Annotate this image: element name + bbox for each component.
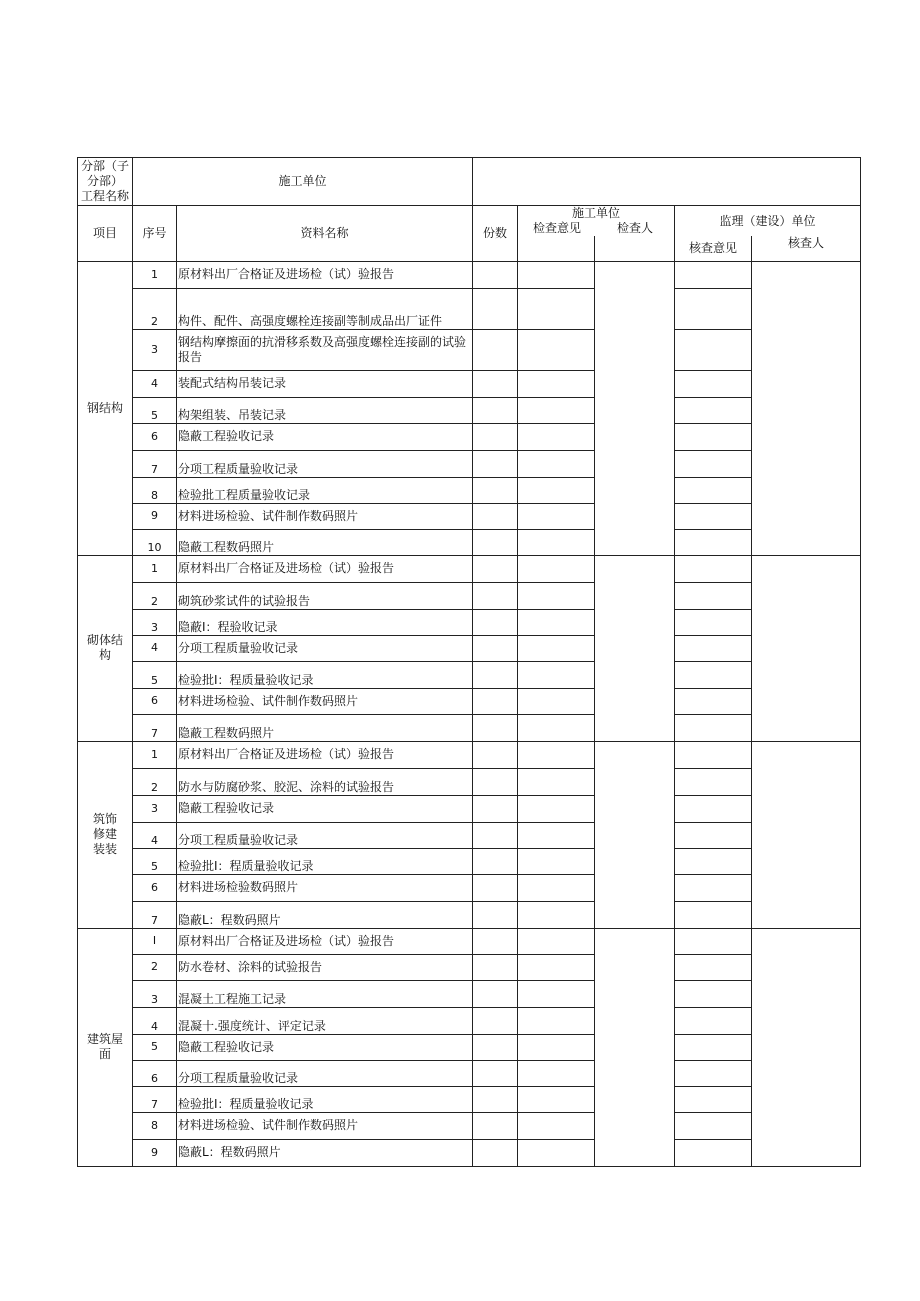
row-seq: 6 — [133, 874, 177, 901]
col-doc-name-header: 资料名称 — [177, 206, 473, 262]
check-opinion-cell[interactable] — [518, 529, 595, 555]
row-doc-name: 分项工程质量验收记录 — [177, 450, 473, 477]
checker-cell[interactable] — [595, 928, 675, 1166]
copies-cell[interactable] — [473, 423, 518, 450]
copies-cell[interactable] — [473, 795, 518, 822]
row-seq: 3 — [133, 795, 177, 822]
verify-opinion-cell[interactable] — [675, 450, 752, 477]
copies-cell[interactable] — [473, 555, 518, 582]
verify-opinion-cell[interactable] — [675, 661, 752, 688]
checker-cell[interactable] — [595, 555, 675, 741]
verify-opinion-cell[interactable] — [675, 822, 752, 848]
copies-cell[interactable] — [473, 288, 518, 329]
verify-opinion-cell[interactable] — [675, 714, 752, 741]
row-doc-name: 分项工程质量验收记录 — [177, 1060, 473, 1086]
copies-cell[interactable] — [473, 477, 518, 503]
table-row — [78, 741, 861, 768]
table-row — [78, 980, 861, 1007]
check-opinion-cell[interactable] — [518, 661, 595, 688]
copies-cell[interactable] — [473, 768, 518, 795]
row-seq: 7 — [133, 901, 177, 928]
row-seq: 7 — [133, 714, 177, 741]
copies-cell[interactable] — [473, 688, 518, 714]
row-doc-name: 材料进场检验、试件制作数码照片 — [177, 503, 473, 529]
row-seq: 5 — [133, 397, 177, 423]
copies-cell[interactable] — [473, 1139, 518, 1166]
row-seq: 6 — [133, 688, 177, 714]
row-doc-name: 钢结构摩擦面的抗滑移系数及高强度螺栓连接副的试验报告 — [177, 329, 473, 370]
table-row — [78, 1060, 861, 1086]
project-name-label: 分部（子分部） 工程名称 — [78, 158, 133, 206]
check-opinion-cell[interactable] — [518, 954, 595, 980]
supervision-unit-header: 监理（建设）单位 — [675, 206, 861, 237]
section-name: 建筑屋面 — [78, 928, 133, 1166]
copies-cell[interactable] — [473, 397, 518, 423]
copies-cell[interactable] — [473, 609, 518, 635]
row-seq: 2 — [133, 954, 177, 980]
table-row — [78, 529, 861, 555]
table-row — [78, 582, 861, 609]
verify-opinion-cell[interactable] — [675, 1007, 752, 1034]
copies-cell[interactable] — [473, 503, 518, 529]
table-row — [78, 848, 861, 874]
verify-opinion-cell[interactable] — [675, 688, 752, 714]
check-opinion-cell[interactable] — [518, 555, 595, 582]
check-opinion-header: 检查意见 — [533, 221, 582, 235]
row-seq: 4 — [133, 822, 177, 848]
copies-cell[interactable] — [473, 1112, 518, 1139]
table-row — [78, 795, 861, 822]
table-row — [78, 874, 861, 901]
row-seq: 4 — [133, 370, 177, 397]
col-seq-header: 序号 — [133, 206, 177, 262]
row-doc-name: 隐蔽L：程数码照片 — [177, 901, 473, 928]
row-doc-name: 检验批I：程质量验收记录 — [177, 848, 473, 874]
check-opinion-cell[interactable] — [518, 741, 595, 768]
check-opinion-cell[interactable] — [518, 822, 595, 848]
row-seq: 5 — [133, 661, 177, 688]
check-opinion-cell[interactable] — [518, 1007, 595, 1034]
row-doc-name: 材料进场检验、试件制作数码照片 — [177, 688, 473, 714]
table-row — [78, 822, 861, 848]
row-doc-name: 隐蔽工程数码照片 — [177, 529, 473, 555]
copies-cell[interactable] — [473, 741, 518, 768]
verify-opinion-cell[interactable] — [675, 370, 752, 397]
table-row — [78, 288, 861, 329]
check-opinion-cell[interactable] — [518, 768, 595, 795]
table-row — [78, 1034, 861, 1060]
row-seq: 10 — [133, 529, 177, 555]
table-row — [78, 329, 861, 370]
row-seq: 7 — [133, 1086, 177, 1112]
copies-cell[interactable] — [473, 582, 518, 609]
verify-opinion-cell[interactable] — [675, 503, 752, 529]
row-doc-name: 隐蔽I：程验收记录 — [177, 609, 473, 635]
verify-opinion-cell[interactable] — [675, 529, 752, 555]
check-opinion-cell[interactable] — [518, 928, 595, 954]
table-row — [78, 901, 861, 928]
row-doc-name: 材料进场检验数码照片 — [177, 874, 473, 901]
verify-opinion-cell[interactable] — [675, 980, 752, 1007]
checker-cell[interactable] — [595, 261, 675, 555]
section-name: 钢结构 — [78, 261, 133, 555]
copies-cell[interactable] — [473, 874, 518, 901]
verify-opinion-cell[interactable] — [675, 261, 752, 288]
check-opinion-cell[interactable] — [518, 582, 595, 609]
row-seq: I — [133, 928, 177, 954]
row-seq: 1 — [133, 261, 177, 288]
row-seq: 3 — [133, 329, 177, 370]
verifier-cell[interactable] — [752, 261, 861, 555]
check-opinion-cell[interactable] — [518, 1034, 595, 1060]
copies-cell[interactable] — [473, 1086, 518, 1112]
row-seq: 7 — [133, 450, 177, 477]
row-doc-name: 原材料出厂合格证及进场检（试）验报告 — [177, 928, 473, 954]
row-seq: 6 — [133, 423, 177, 450]
row-seq: 4 — [133, 1007, 177, 1034]
check-opinion-cell[interactable] — [518, 450, 595, 477]
copies-cell[interactable] — [473, 954, 518, 980]
row-doc-name: 检验批I：程质量验收记录 — [177, 1086, 473, 1112]
table-row — [78, 1139, 861, 1166]
copies-cell[interactable] — [473, 901, 518, 928]
row-doc-name: 原材料出厂合格证及进场检（试）验报告 — [177, 261, 473, 288]
verify-opinion-cell[interactable] — [675, 928, 752, 954]
verify-opinion-cell[interactable] — [675, 1139, 752, 1166]
col-item-header: 项目 — [78, 206, 133, 262]
check-opinion-cell[interactable] — [518, 288, 595, 329]
table-row — [78, 714, 861, 741]
check-opinion-cell[interactable] — [518, 609, 595, 635]
row-seq: 2 — [133, 288, 177, 329]
copies-cell[interactable] — [473, 714, 518, 741]
verify-opinion-cell[interactable] — [675, 874, 752, 901]
copies-cell[interactable] — [473, 635, 518, 661]
table-row — [78, 397, 861, 423]
check-opinion-cell[interactable] — [518, 503, 595, 529]
verify-opinion-cell[interactable] — [675, 477, 752, 503]
verify-opinion-cell[interactable] — [675, 741, 752, 768]
check-opinion-cell[interactable] — [518, 423, 595, 450]
check-opinion-cell[interactable] — [518, 261, 595, 288]
checker-header: 检查人 — [617, 221, 654, 235]
table-row — [78, 768, 861, 795]
table-row — [78, 635, 861, 661]
copies-cell[interactable] — [473, 928, 518, 954]
copies-cell[interactable] — [473, 822, 518, 848]
check-opinion-cell[interactable] — [518, 397, 595, 423]
row-seq: 1 — [133, 555, 177, 582]
check-opinion-cell[interactable] — [518, 329, 595, 370]
row-doc-name: 隐蔽工程数码照片 — [177, 714, 473, 741]
check-opinion-cell[interactable] — [518, 901, 595, 928]
row-seq: 9 — [133, 1139, 177, 1166]
table-row — [78, 928, 861, 954]
verify-opinion-cell[interactable] — [675, 1086, 752, 1112]
verify-opinion-cell[interactable] — [675, 397, 752, 423]
verify-opinion-cell[interactable] — [675, 954, 752, 980]
verify-opinion-cell[interactable] — [675, 555, 752, 582]
table-row — [78, 1007, 861, 1034]
copies-cell[interactable] — [473, 1060, 518, 1086]
verify-opinion-header: 核查意见 — [675, 236, 752, 261]
construction-unit-header: 施工单位 — [572, 206, 621, 220]
section-name: 砌体结构 — [78, 555, 133, 741]
row-seq: 3 — [133, 609, 177, 635]
table-row — [78, 370, 861, 397]
row-doc-name: 检验批工程质量验收记录 — [177, 477, 473, 503]
row-doc-name: 隐蔽工程验收记录 — [177, 795, 473, 822]
check-opinion-cell[interactable] — [518, 714, 595, 741]
row-seq: 5 — [133, 848, 177, 874]
row-seq: 8 — [133, 1112, 177, 1139]
verify-opinion-cell[interactable] — [675, 329, 752, 370]
row-seq: 2 — [133, 582, 177, 609]
check-opinion-cell[interactable] — [518, 635, 595, 661]
verify-opinion-cell[interactable] — [675, 1060, 752, 1086]
table-row — [78, 503, 861, 529]
table-row — [78, 261, 861, 288]
verify-opinion-cell[interactable] — [675, 423, 752, 450]
table-row — [78, 1086, 861, 1112]
table-row — [78, 954, 861, 980]
row-doc-name: 隐蔽L：程数码照片 — [177, 1139, 473, 1166]
checker-cell[interactable] — [595, 741, 675, 928]
row-doc-name: 砌筑砂浆试件的试验报告 — [177, 582, 473, 609]
check-opinion-cell[interactable] — [518, 795, 595, 822]
check-opinion-cell[interactable] — [518, 477, 595, 503]
row-doc-name: 分项工程质量验收记录 — [177, 822, 473, 848]
table-row — [78, 661, 861, 688]
row-doc-name: 防水卷材、涂料的试验报告 — [177, 954, 473, 980]
acceptance-document-table — [77, 157, 861, 1167]
row-doc-name: 装配式结构吊装记录 — [177, 370, 473, 397]
copies-cell[interactable] — [473, 261, 518, 288]
construction-unit-value[interactable] — [473, 158, 861, 206]
row-seq: 1 — [133, 741, 177, 768]
verify-opinion-cell[interactable] — [675, 1112, 752, 1139]
row-seq: 2 — [133, 768, 177, 795]
row-doc-name: 原材料出厂合格证及进场检（试）验报告 — [177, 555, 473, 582]
row-doc-name: 构架组装、吊装记录 — [177, 397, 473, 423]
row-seq: 9 — [133, 503, 177, 529]
check-opinion-cell[interactable] — [518, 1086, 595, 1112]
copies-cell[interactable] — [473, 848, 518, 874]
copies-cell[interactable] — [473, 661, 518, 688]
copies-cell[interactable] — [473, 1034, 518, 1060]
check-opinion-cell[interactable] — [518, 848, 595, 874]
row-doc-name: 分项工程质量验收记录 — [177, 635, 473, 661]
row-doc-name: 检验批I：程质量验收记录 — [177, 661, 473, 688]
row-seq: 4 — [133, 635, 177, 661]
row-doc-name: 材料进场检验、试件制作数码照片 — [177, 1112, 473, 1139]
row-doc-name: 防水与防腐砂浆、胶泥、涂料的试验报告 — [177, 768, 473, 795]
check-opinion-cell[interactable] — [518, 1139, 595, 1166]
check-opinion-cell[interactable] — [518, 1060, 595, 1086]
section-name: 筑饰修建装装 — [78, 741, 133, 928]
construction-unit-label: 施工单位 — [133, 158, 473, 206]
check-opinion-cell[interactable] — [518, 1112, 595, 1139]
table-row — [78, 688, 861, 714]
check-opinion-cell[interactable] — [518, 688, 595, 714]
row-doc-name: 混凝十.强度统计、评定记录 — [177, 1007, 473, 1034]
copies-cell[interactable] — [473, 329, 518, 370]
col-copies-header: 份数 — [473, 206, 518, 262]
verifier-cell[interactable] — [752, 741, 861, 928]
verify-opinion-cell[interactable] — [675, 901, 752, 928]
verify-opinion-cell[interactable] — [675, 609, 752, 635]
row-doc-name: 构件、配件、高强度螺栓连接副等制成品出厂证件 — [177, 288, 473, 329]
table-row — [78, 477, 861, 503]
verify-opinion-cell[interactable] — [675, 582, 752, 609]
table-row — [78, 1112, 861, 1139]
check-opinion-cell[interactable] — [518, 980, 595, 1007]
verify-opinion-cell[interactable] — [675, 848, 752, 874]
row-seq: 3 — [133, 980, 177, 1007]
table-row — [78, 609, 861, 635]
verify-opinion-cell[interactable] — [675, 1034, 752, 1060]
row-doc-name: 原材料出厂合格证及进场检（试）验报告 — [177, 741, 473, 768]
copies-cell[interactable] — [473, 370, 518, 397]
row-doc-name: 隐蔽工程验收记录 — [177, 1034, 473, 1060]
row-seq: 8 — [133, 477, 177, 503]
row-seq: 5 — [133, 1034, 177, 1060]
verifier-cell[interactable] — [752, 555, 861, 741]
copies-cell[interactable] — [473, 980, 518, 1007]
copies-cell[interactable] — [473, 1007, 518, 1034]
table-row — [78, 450, 861, 477]
check-opinion-cell[interactable] — [518, 874, 595, 901]
verify-opinion-cell[interactable] — [675, 635, 752, 661]
copies-cell[interactable] — [473, 450, 518, 477]
verifier-cell[interactable] — [752, 928, 861, 1166]
check-opinion-cell[interactable] — [518, 370, 595, 397]
row-doc-name: 隐蔽工程验收记录 — [177, 423, 473, 450]
verifier-header: 核查人 — [752, 236, 861, 261]
table-row — [78, 423, 861, 450]
table-row — [78, 555, 861, 582]
verify-opinion-cell[interactable] — [675, 795, 752, 822]
row-doc-name: 混凝土工程施工记录 — [177, 980, 473, 1007]
copies-cell[interactable] — [473, 529, 518, 555]
verify-opinion-cell[interactable] — [675, 288, 752, 329]
construction-unit-group — [518, 206, 675, 237]
verify-opinion-cell[interactable] — [675, 768, 752, 795]
row-seq: 6 — [133, 1060, 177, 1086]
